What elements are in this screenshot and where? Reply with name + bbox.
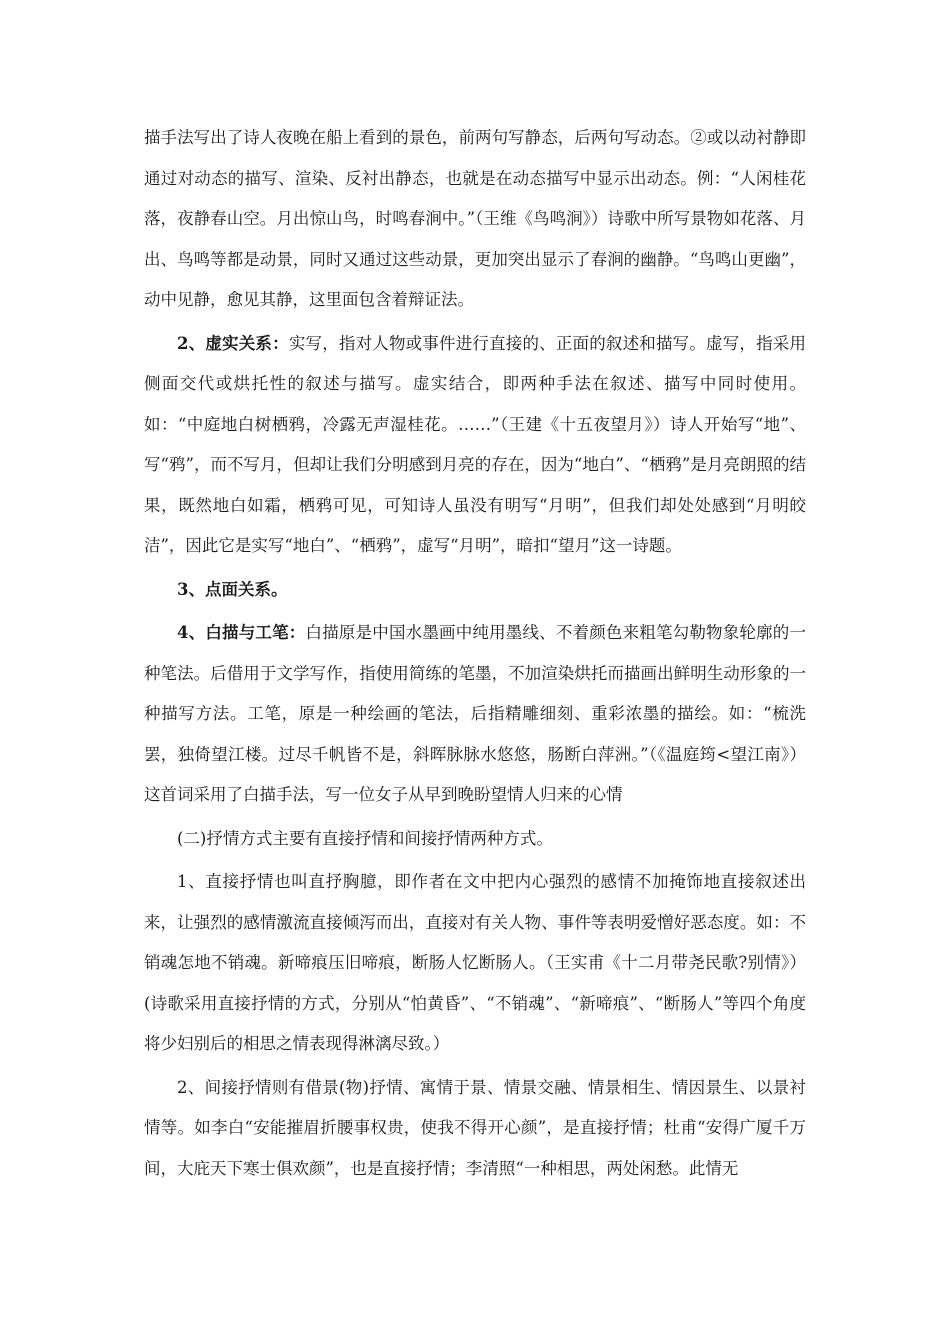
section-heading: 3、点面关系。 [177, 579, 288, 599]
paragraph-text: 描手法写出了诗人夜晚在船上看到的景色，前两句写静态，后两句写动态。②或以动衬静即通过对动态的描写、渲染、反衬出静态，也就是在动态描写中显示出动态。例：“人闲桂花落，夜静春山空。月出惊山鸟，时鸣春涧中。”（王维《鸟鸣涧》）诗歌中所写景物如花落、月出、鸟鸣等都是动景，同时又通过这些动景，更加突出显示了春涧的幽静。“鸟鸣山更幽”，动中见静，愈见其静，这里面包含着辩证法。 [144, 128, 806, 309]
paragraph-3 [144, 570, 806, 611]
paragraph-text: 1、直接抒情也叫直抒胸臆，即作者在文中把内心强烈的感情不加掩饰地直接叙述出来，让强烈的感情激流直接倾泻而出，直接对有关人物、事件等表明爱憎好恶态度。如：不销魂怎地不销魂。新啼痕压旧啼痕，断肠人忆断肠人。（王实甫《十二月带尧民歌?别情》）(诗歌采用直接抒情的方式，分别从“怕黄昏”、“不销魂”、“新啼痕”、“断肠人”等四个角度将少妇别后的相思之情表现得淋漓尽致。） [144, 872, 806, 1053]
paragraph-text: (二)抒情方式主要有直接抒情和间接抒情两种方式。 [177, 828, 553, 848]
paragraph-4 [144, 613, 806, 816]
paragraph-text: 2、间接抒情则有借景(物)抒情、寓情于景、情景交融、情景相生、情因景生、以景衬情等。如李白“安能摧眉折腰事权贵，使我不得开心颜”，是直接抒情；杜甫“安得广厦千万间，大庇天下寒士俱欢颜”，也是直接抒情；李清照“一种相思，两处闲愁。此情无 [144, 1077, 806, 1178]
paragraph-5 [144, 819, 806, 860]
paragraph-7 [144, 1068, 806, 1190]
paragraph-2 [144, 324, 806, 567]
paragraph-6 [144, 862, 806, 1065]
paragraph-text: 实写，指对人物或事件进行直接的、正面的叙述和描写。虚写，指采用侧面交代或烘托性的叙述与描写。虚实结合，即两种手法在叙述、描写中同时使用。如：“中庭地白树栖鸦，冷露无声湿桂花。……”（王建《十五夜望月》）诗人开始写“地”、写“鸦”，而不写月，但却让我们分明感到月亮的存在，因为“地白”、“栖鸦”是月亮朗照的结果，既然地白如霜，栖鸦可见，可知诗人虽没有明写“月明”，但我们却处处感到“月明皎洁”，因此它是实写“地白”、“栖鸦”，虚写“月明”，暗扣“望月”这一诗题。 [144, 333, 807, 555]
section-heading: 2、虚实关系： [177, 333, 289, 353]
paragraph-text: 白描原是中国水墨画中纯用墨线、不着颜色来粗笔勾勒物象轮廓的一种笔法。后借用于文学写作，指使用简练的笔墨，不加渲染烘托而描画出鲜明生动形象的一种描写方法。工笔，原是一种绘画的笔法，后指精雕细刻、重彩浓墨的描绘。如：“梳洗罢，独倚望江楼。过尽千帆皆不是，斜晖脉脉水悠悠，肠断白萍洲。”（《温庭筠<望江南》）这首词采用了白描手法，写一位女子从早到晚盼望情人归来的心情 [144, 623, 806, 804]
body-text [144, 118, 806, 1189]
paragraph-1 [144, 118, 806, 321]
section-heading: 4、白描与工笔： [177, 623, 306, 642]
